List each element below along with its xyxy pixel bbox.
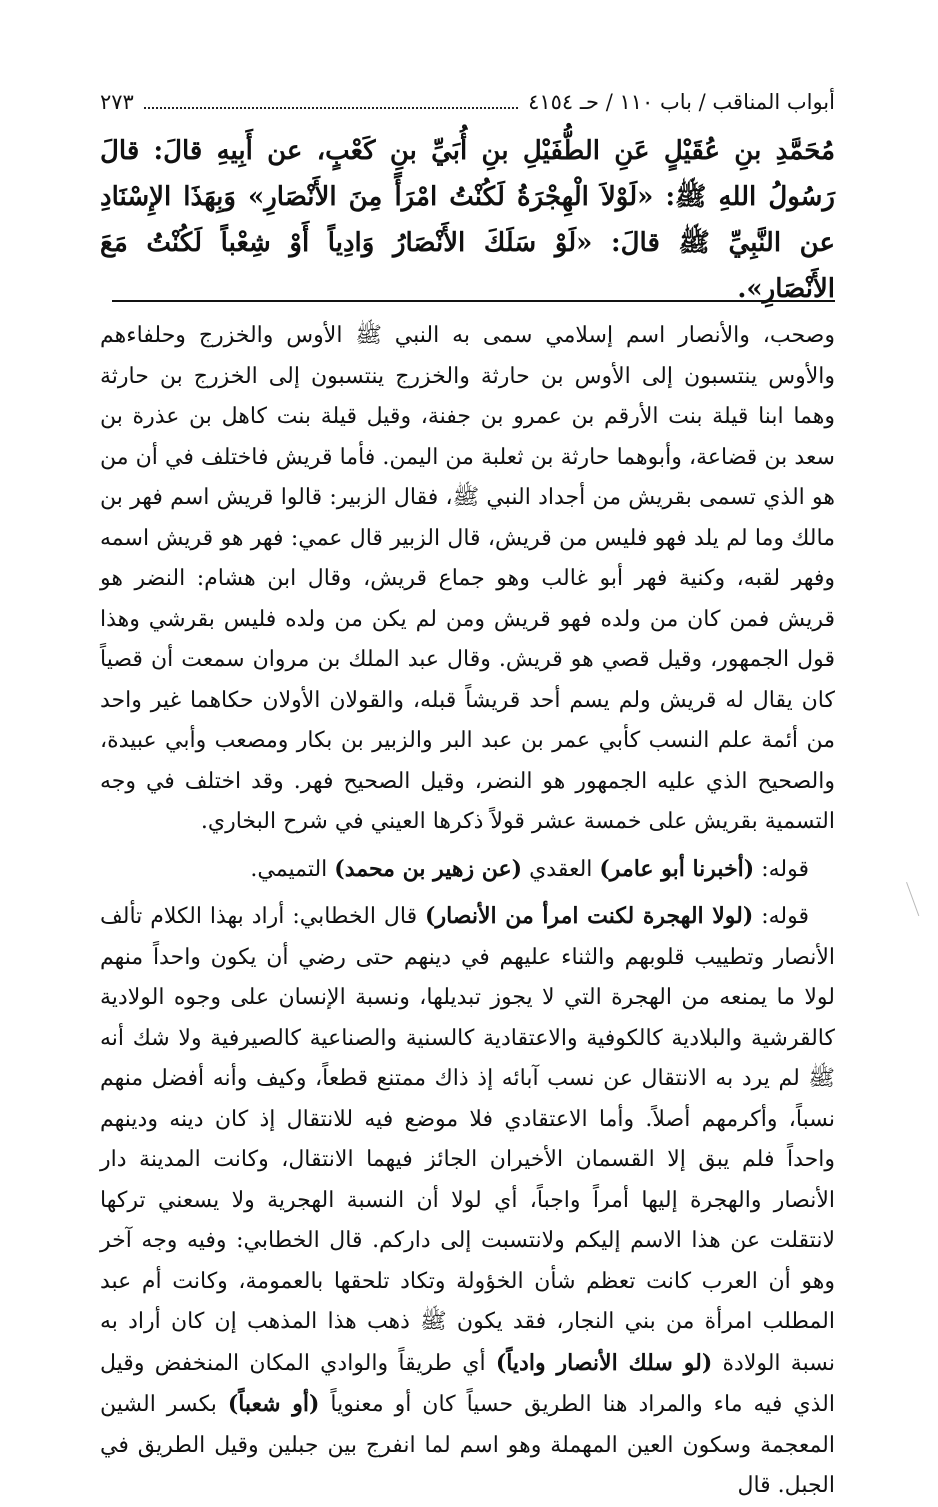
hadith-text: مُحَمَّدِ بنِ عُقَيْلٍ عَنِ الطُّفَيْلِ بنِ أُبَيِّ بنِ كَعْبٍ، عن أَبِيهِ قالَ: قالَ رَسُولُ اللهِ ﷺ: «لَوْلاَ الْهِجْرَةُ لَكُنْتُ امْرَأً مِنَ الأَنْصَارِ» وَبِهَذَا الإِسْنَادِ عن النَّبِيِّ ﷺ قالَ: «لَوْ سَلَكَ الأَنْصَارُ وَادِياً أَوْ شِعْباً لَكُنْتُ مَعَ الأَنْصَارِ». — [100, 136, 835, 304]
page-number: ٢٧٣ — [100, 90, 134, 114]
footnote-separator — [112, 300, 835, 302]
commentary — [100, 316, 835, 1507]
qawluhu-label: قوله: — [754, 856, 809, 882]
running-title: أبواب المناقب / باب ١١٠ / حـ ٤١٥٤ — [528, 90, 835, 114]
commentary-text: بكسر الشين المعجمة وسكون العين المهملة وهو اسم لما انفرج بين جبلين وقيل الطريق في الجبل. قال — [100, 1392, 835, 1498]
book-page — [100, 84, 836, 1498]
commentary-text: قال الخطابي: أراد بهذا الكلام تألف الأنصار وتطييب قلوبهم والثناء عليهم في دينهم حتى رضي أن يكون واحداً منهم لولا ما يمنعه من الهجرة التي لا يجوز تبديلها، ونسبة الإنسان على وجوه الولادية كالقرشية والبلادية كالكوفية والاعتقادية كالسنية والصناعية كالصيرفية ولا شك أنه ﷺ لم يرد به الانتقال عن نسب آبائه إذ ذاك ممتنع قطعاً، وكيف وأنه أفضل منهم نسباً، وأكرمهم أصلاً. وأما الاعتقادي فلا موضع فيه للانتقال إذ كان دينه ودينهم واحداً فلم يبق إلا القسمان الأخيران الجائز فيهما الانتقال، وكانت المدينة دار الأنصار والهجرة إليها أمراً واجباً، أي لولا أن النسبة الهجرية ولا يسعني تركها لانتقلت عن هذا الاسم إليكم ولانتسبت إلى داركم. قال الخطابي: وفيه وجه آخر وهو أن العرب كانت تعظم شأن الخؤولة وتكاد تلحقها بالعمومة، وكانت أم عبد المطلب امرأة من بني النجار، فقد يكون ﷺ ذهب هذا المذهب إن كان أراد به نسبة الولادة — [100, 904, 835, 1376]
commentary-text: العقدي — [522, 856, 600, 882]
quoted-phrase: (لولا الهجرة لكنت امرأ من الأنصار) — [425, 903, 754, 929]
commentary-paragraph-3 — [100, 896, 835, 1507]
qawluhu-label: قوله: — [753, 904, 809, 929]
commentary-text: أي طريقاً والوادي المكان المنخفض وقيل الذي فيه ماء والمراد هنا الطريق حسياً كان أو معنوياً — [100, 1350, 835, 1417]
header-dot-leader — [144, 106, 518, 109]
commentary-paragraph-2 — [100, 849, 835, 891]
page-header — [100, 84, 835, 120]
quoted-phrase: (لو سلك الأنصار وادياً) — [495, 1349, 713, 1376]
commentary-text: التميمي. — [250, 856, 335, 882]
quoted-phrase: (عن زهير بن محمد) — [334, 855, 523, 882]
scan-margin-mark — [906, 880, 925, 916]
commentary-paragraph-1: وصحب، والأنصار اسم إسلامي سمى به النبي ﷺ الأوس والخزرج وحلفاءهم والأوس ينتسبون إلى الأوس بن حارثة والخزرج ينتسبون إلى الخزرج بن حارثة وهما ابنا قيلة بنت الأرقم بن عمرو بن جفنة، وقيل قيلة بنت كاهل بن عذرة بن سعد بن قضاعة، وأبوهما حارثة بن ثعلبة من اليمن. فأما قريش فاختلف في أن من هو الذي تسمى بقريش من أجداد النبي ﷺ، فقال الزبير: قالوا قريش اسم فهر بن مالك وما لم يلد فهو فليس من قريش، قال الزبير قال عمي: فهر هو قريش اسمه وفهر لقبه، وكنية فهر أبو غالب وهو جماع قريش، وقال ابن هشام: النضر هو قريش فمن كان من ولده فهو قريش ومن لم يكن من ولده فليس بقرشي وهذا قول الجمهور، وقيل قصي هو قريش. وقال عبد الملك بن مروان سمعت أن قصياً كان يقال له قريش ولم يسم أحد قريشاً قبله، والقولان الأولان حكاهما غير واحد من أئمة علم النسب كأبي عمر بن عبد البر والزبير بن بكار ومصعب وأبي عبيدة، والصحيح الذي عليه الجمهور هو النضر، وقيل الصحيح فهر. وقد اختلف في وجه التسمية بقريش على خمسة عشر قولاً ذكرها العيني في شرح البخاري. — [100, 323, 836, 834]
quoted-phrase: (أخبرنا أبو عامر) — [599, 855, 755, 882]
quoted-phrase: (أو شعباً) — [227, 1391, 320, 1417]
